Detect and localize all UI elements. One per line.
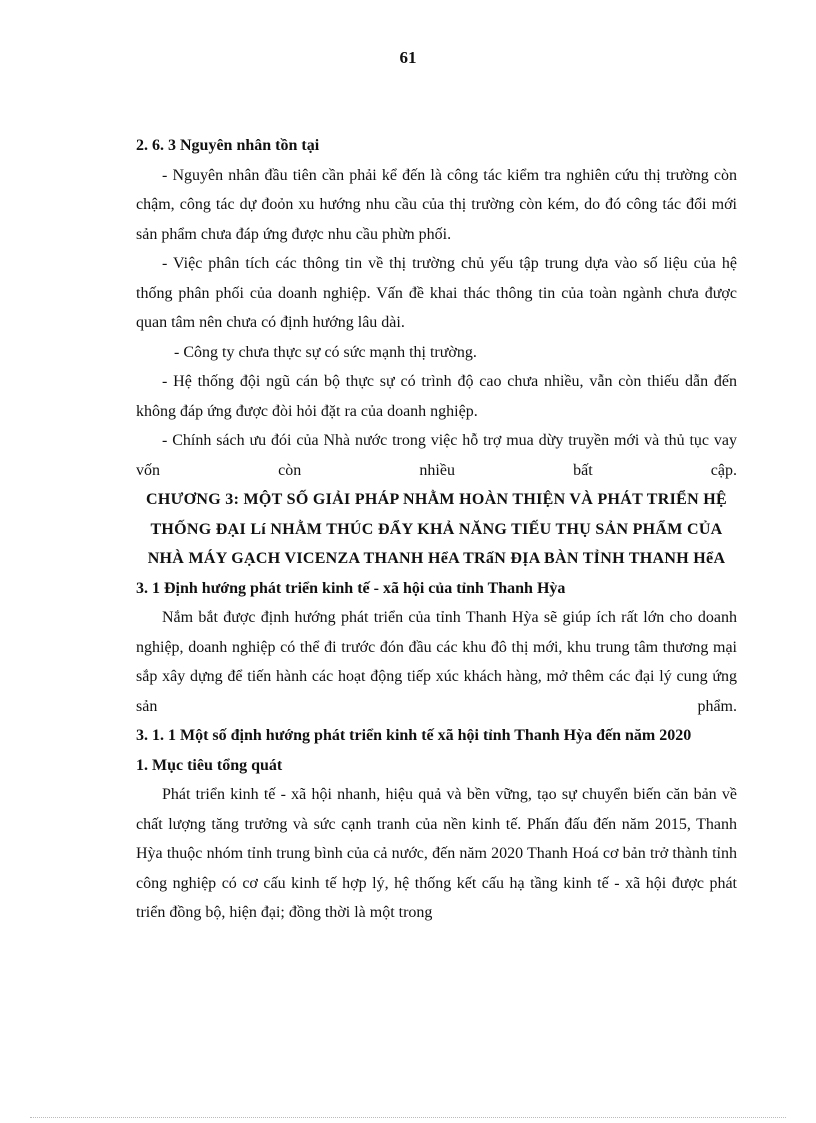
paragraph-bullet-3: - Công ty chưa thực sự có sức mạnh thị trường. xyxy=(174,343,477,361)
chapter-title: CHƯƠNG 3: MỘT SỐ GIẢI PHÁP NHẰM HOÀN THIỆN VÀ PHÁT TRIỂN HỆ THỐNG ĐẠI Lí NHẰM THÚC ĐẨY KHẢ NĂNG TIẾU THỤ SẢN PHẨM CỦA NHÀ MÁY GẠCH VICENZA THANH HểA TRấN ĐỊA BÀN TỈNH THANH HểA xyxy=(145,491,728,567)
subheading-muc-tieu: 1. Mục tiêu tổng quát xyxy=(136,756,283,774)
paragraph-3-1: Nắm bắt được định hướng phát triển của tỉnh Thanh Hỳa sẽ giúp ích rất lớn cho doanh nghiệp, doanh nghiệp có thể đi trước đón đầu các khu đô thị mới, khu trung tâm thương mại sắp xây dựng để tiến hành các hoạt động tiếp xúc khách hàng, mở thêm các đại lý cung ứng sản phẩm. xyxy=(136,609,737,715)
page-number: 61 xyxy=(399,48,417,67)
section-heading-3-1: 3. 1 Định hướng phát triển kinh tế - xã hội của tỉnh Thanh Hỳa xyxy=(136,579,566,597)
paragraph-muc-tieu: Phát triển kinh tế - xã hội nhanh, hiệu quả và bền vững, tạo sự chuyển biến căn bản về chất lượng tăng trưởng và sức cạnh tranh của nền kinh tế. Phấn đấu đến năm 2015, Thanh Hỳa thuộc nhóm tỉnh trung bình của cả nước, đến năm 2020 Thanh Hoá cơ bản trở thành tỉnh công nghiệp có cơ cấu kinh tế hợp lý, hệ thống kết cấu hạ tầng kinh tế - xã hội được phát triển đồng bộ, hiện đại; đồng thời là một trong xyxy=(136,786,737,921)
paragraph-bullet-5: - Chính sách ưu đói của Nhà nước trong việc hỗ trợ mua dừy truyền mới và thủ tục vay vốn còn nhiều bất cập. xyxy=(136,432,737,479)
section-heading-3-1-1: 3. 1. 1 Một số định hướng phát triển kinh tế xã hội tỉnh Thanh Hỳa đến năm 2020 xyxy=(136,727,692,744)
paragraph-bullet-4: - Hệ thống đội ngũ cán bộ thực sự có trình độ cao chưa nhiều, vẫn còn thiếu dẫn đến không đáp ứng được đòi hỏi đặt ra của doanh nghiệp. xyxy=(136,373,737,420)
paragraph-bullet-1: - Nguyên nhân đầu tiên cần phải kể đến là công tác kiểm tra nghiên cứu thị trường còn chậm, công tác dự đoỏn xu hướng nhu cầu của thị trường còn kém, do đó công tác đổi mới sản phẩm chưa đáp ứng được nhu cầu phừn phối. xyxy=(136,166,737,243)
page-bottom-rule xyxy=(30,1117,786,1118)
page-body xyxy=(136,131,737,928)
paragraph-bullet-2: - Việc phân tích các thông tin về thị trường chủ yếu tập trung dựa vào số liệu của hệ thống phân phối của doanh nghiệp. Vấn đề khai thác thông tin của toàn ngành chưa được quan tâm nên chưa có định hướng lâu dài. xyxy=(136,255,737,331)
section-heading-2-6-3: 2. 6. 3 Nguyên nhân tồn tại xyxy=(136,137,320,154)
